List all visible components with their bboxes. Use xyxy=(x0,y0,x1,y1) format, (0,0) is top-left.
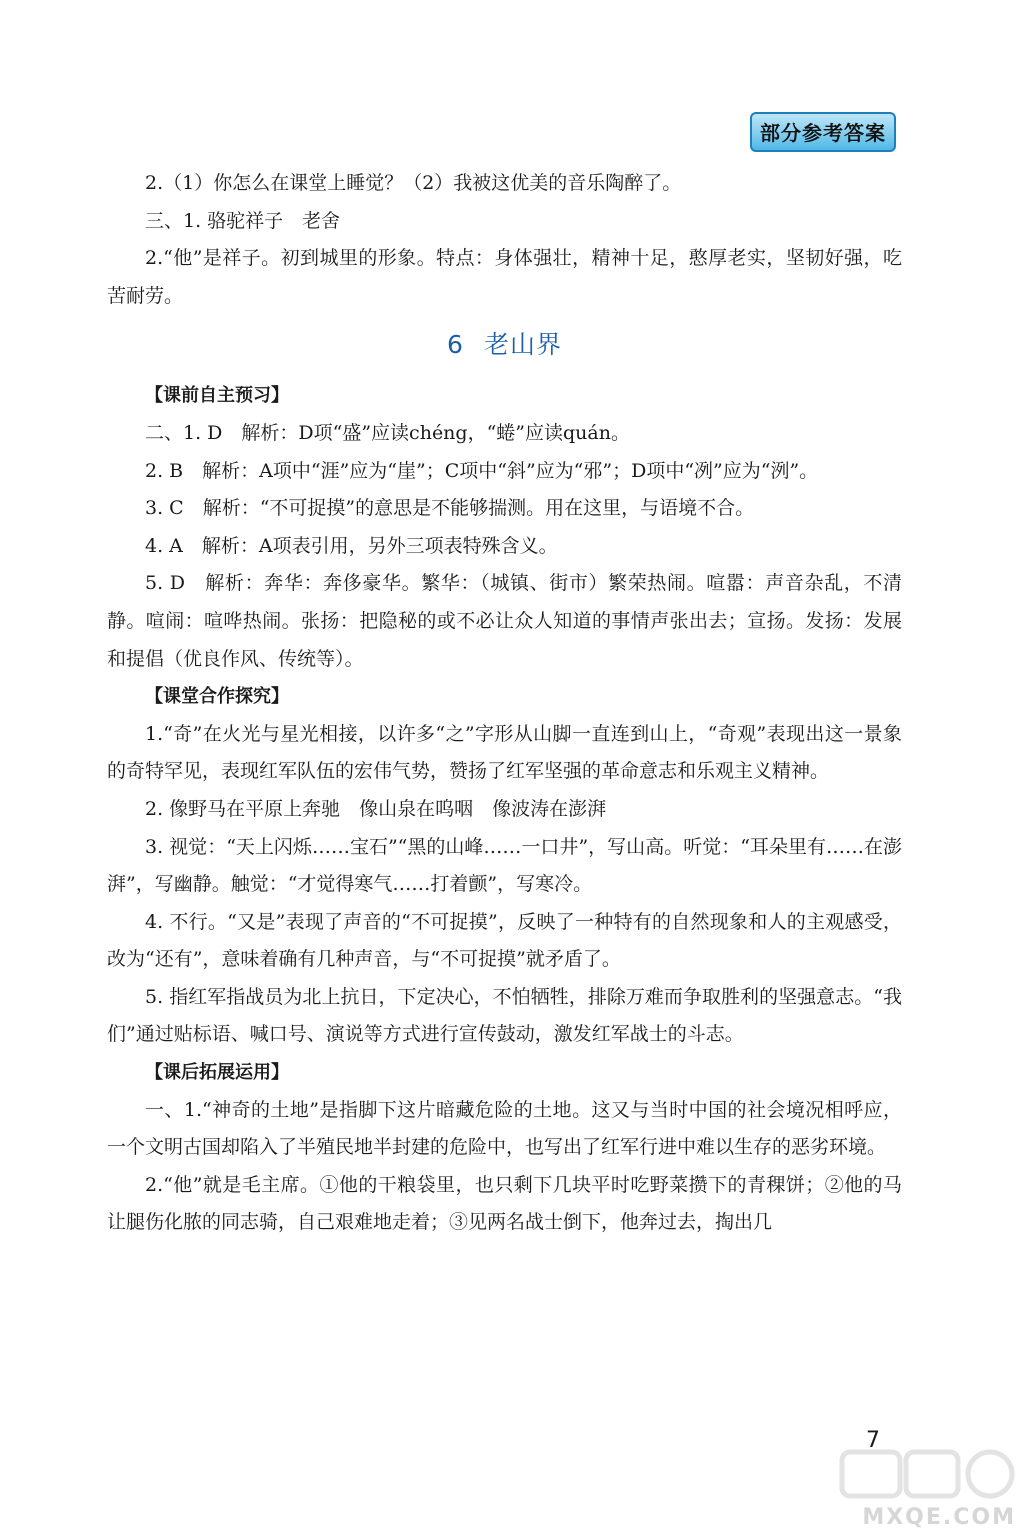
answer-item: 5. 指红军指战员为北上抗日，下定决心，不怕牺牲，排除万难而争取胜利的坚强意志。“我们”通过贴标语、喊口号、演说等方式进行宣传鼓动，激发红军战士的斗志。 xyxy=(107,985,902,1046)
section-heading: 【课前自主预习】 xyxy=(145,385,289,407)
answer-line: 2.（1）你怎么在课堂上睡觉？（2）我被这优美的音乐陶醉了。 xyxy=(145,172,682,194)
section-heading: 【课堂合作探究】 xyxy=(145,686,289,708)
answer-item: 4. 不行。“又是”表现了声音的“不可捉摸”，反映了一种特有的自然现象和人的主观感受，改为“还有”，意味着确有几种声音，与“不可捉摸”就矛盾了。 xyxy=(107,910,902,971)
answer-item: 3. 视觉：“天上闪烁……宝石”“黑的山峰……一口井”，写山高。听觉：“耳朵里有……在澎湃”，写幽静。触觉：“才觉得寒气……打着颤”，写寒冷。 xyxy=(107,835,902,896)
answer-item: 5. D 解析：奔华：奔侈豪华。繁华：（城镇、街市）繁荣热闹。喧嚣：声音杂乱，不清静。喧闹：喧哗热闹。张扬：把隐秘的或不必让众人知道的事情声张出去；宣扬。发扬：发展和提倡（优良作风、传统等）。 xyxy=(107,572,902,670)
answer-item: 2. B 解析：A项中“涯”应为“崖”；C项中“斜”应为“邪”；D项中“冽”应为“洌”。 xyxy=(145,459,819,482)
answer-item: 1.“奇”在火光与星光相接，以许多“之”字形从山脚一直连到山上，“奇观”表现出这一景象的奇特罕见，表现红军队伍的宏伟气势，赞扬了红军坚强的革命意志和乐观主义精神。 xyxy=(107,722,902,783)
page-content xyxy=(107,165,902,1242)
answer-item: 一、1.“神奇的土地”是指脚下这片暗藏危险的土地。这又与当时中国的社会境况相呼应，一个文明古国却陷入了半殖民地半封建的危险中，也写出了红军行进中难以生存的恶劣环境。 xyxy=(107,1098,902,1159)
answer-line: 2.“他”是祥子。初到城里的形象。特点：身体强壮，精神十足，憨厚老实，坚韧好强，吃苦耐劳。 xyxy=(107,247,902,307)
watermark-text: MXQE.COM xyxy=(862,1505,1016,1530)
answer-item: 二、1. D 解析：D项“盛”应读chéng，“蜷”应读quán。 xyxy=(145,421,630,444)
answer-item: 3. C 解析：“不可捉摸”的意思是不能够揣测。用在这里，与语境不合。 xyxy=(145,497,755,520)
answers-badge: 部分参考答案 xyxy=(750,112,896,152)
answer-item: 4. A 解析：A项表引用，另外三项表特殊含义。 xyxy=(145,534,558,557)
lesson-name: 老山界 xyxy=(483,330,562,360)
answer-line: 三、1. 骆驼祥子 老舍 xyxy=(145,209,341,232)
answer-item: 2.“他”就是毛主席。①他的干粮袋里，也只剩下几块平时吃野菜攒下的青稞饼；②他的马让腿伤化脓的同志骑，自己艰难地走着；③见两名战士倒下，他奔过去，掏出几 xyxy=(107,1173,902,1234)
page-number: 7 xyxy=(866,1428,880,1453)
lesson-number: 6 xyxy=(447,330,464,360)
answer-item: 2. 像野马在平原上奔驰 像山泉在呜咽 像波涛在澎湃 xyxy=(145,797,607,820)
section-heading: 【课后拓展运用】 xyxy=(145,1062,289,1084)
lesson-title xyxy=(107,323,902,367)
